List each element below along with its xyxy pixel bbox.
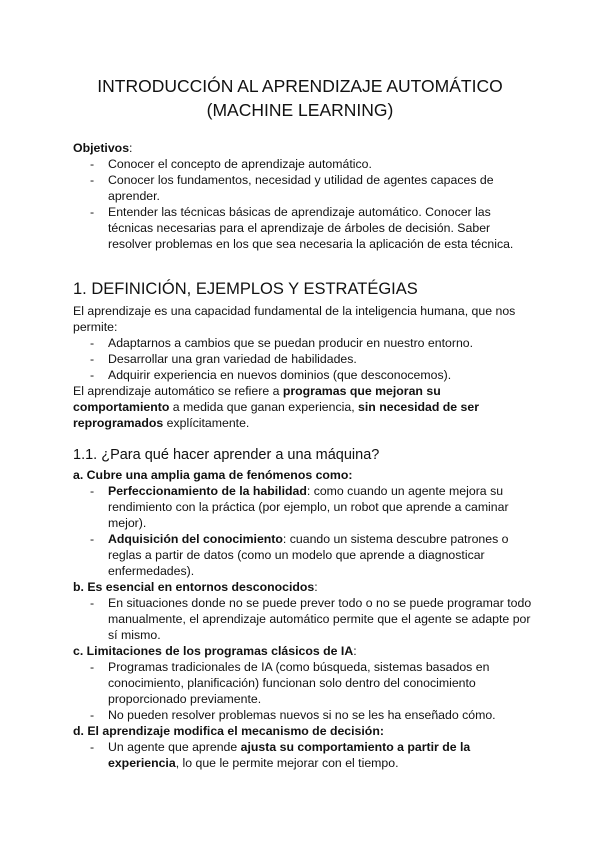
section-1-heading: 1. DEFINICIÓN, EJEMPLOS Y ESTRATÉGIAS <box>73 280 418 298</box>
def-bold-1: programas que mejoran su comportamiento <box>73 384 441 414</box>
skill-refinement-term: Perfeccionamiento de la habilidad <box>108 484 307 498</box>
skill-refinement-text: : como cuando un agente mejora su rendimiento con la práctica (por ejemplo, un robot que aprende a caminar mejor). <box>108 484 509 530</box>
section-1-intro: El aprendizaje es una capacidad fundamental de la inteligencia humana, que nos permite: <box>73 304 516 334</box>
point-d-text-2: , lo que le permite mejorar con el tiempo. <box>175 756 399 770</box>
learning-abilities-list <box>73 335 533 383</box>
section-1-body <box>73 303 533 431</box>
objectives-colon: : <box>129 141 133 155</box>
point-b-colon: : <box>314 580 318 594</box>
section-1-1-body <box>73 467 533 771</box>
objectives-label: Objetivos <box>73 141 130 155</box>
objective-item-2: - Conocer los fundamentos, necesidad y utilidad de agentes capaces de aprender. <box>73 172 533 204</box>
objective-item-1: - Conocer el concepto de aprendizaje automático. <box>73 156 533 172</box>
point-c-colon: : <box>353 644 357 658</box>
objective-item-3: - Entender las técnicas básicas de aprendizaje automático. Conocer las técnicas necesarias para el aprendizaje de árboles de decisión. Saber resolver problemas en los que sea necesaria la aplicación de esta técnica. <box>73 204 533 252</box>
ability-item-1: - Adaptarnos a cambios que se puedan producir en nuestro entorno. <box>73 335 533 351</box>
objectives-list <box>73 156 533 252</box>
point-a-item-2 <box>73 531 533 579</box>
point-b-list <box>73 595 533 643</box>
point-c-item-2: - No pueden resolver problemas nuevos si no se les ha enseñado cómo. <box>73 707 533 723</box>
point-c-heading: c. Limitaciones de los programas clásicos de IA <box>73 644 354 658</box>
ability-item-2: - Desarrollar una gran variedad de habilidades. <box>73 351 533 367</box>
def-text-2: a medida que ganan experiencia, <box>169 400 359 414</box>
point-c-item-1: - Programas tradicionales de IA (como búsqueda, sistemas basados en conocimiento, planificación) funcionan solo dentro del conocimiento proporcionado previamente. <box>73 659 533 707</box>
point-d-list <box>73 739 533 771</box>
point-b-heading: b. Es esencial en entornos desconocidos <box>73 580 315 594</box>
point-d-text-1: Un agente que aprende <box>108 740 241 754</box>
title-line-1: INTRODUCCIÓN AL APRENDIZAJE AUTOMÁTICO <box>97 76 503 96</box>
ml-definition <box>73 383 533 431</box>
point-b-item-1: - En situaciones donde no se puede prever todo o no se puede programar todo manualmente, el aprendizaje automático permite que el agente se adapte por sí mismo. <box>73 595 533 643</box>
point-d-heading: d. El aprendizaje modifica el mecanismo de decisión: <box>73 724 384 738</box>
section-1-1-heading: 1.1. ¿Para qué hacer aprender a una máquina? <box>73 447 380 463</box>
knowledge-acquisition-text: : cuando un sistema descubre patrones o reglas a partir de datos (como un modelo que aprende a diagnosticar enfermedades). <box>108 532 509 578</box>
def-text-1: El aprendizaje automático se refiere a <box>73 384 283 398</box>
knowledge-acquisition-term: Adquisición del conocimiento <box>108 532 283 546</box>
point-d-bold: ajusta su comportamiento a partir de la experiencia <box>108 740 471 770</box>
point-a-list <box>73 483 533 579</box>
def-text-3: explícitamente. <box>163 416 250 430</box>
point-d-item-1 <box>73 739 533 771</box>
point-c-list <box>73 659 533 723</box>
point-a-item-1 <box>73 483 533 531</box>
point-a-heading: a. Cubre una amplia gama de fenómenos como: <box>73 468 353 482</box>
ability-item-3: - Adquirir experiencia en nuevos dominios (que desconocemos). <box>73 367 533 383</box>
def-bold-2: sin necesidad de ser reprogramados <box>73 400 480 430</box>
title-line-2: (MACHINE LEARNING) <box>206 100 394 120</box>
document-title <box>0 74 600 122</box>
objectives-block <box>73 140 533 252</box>
